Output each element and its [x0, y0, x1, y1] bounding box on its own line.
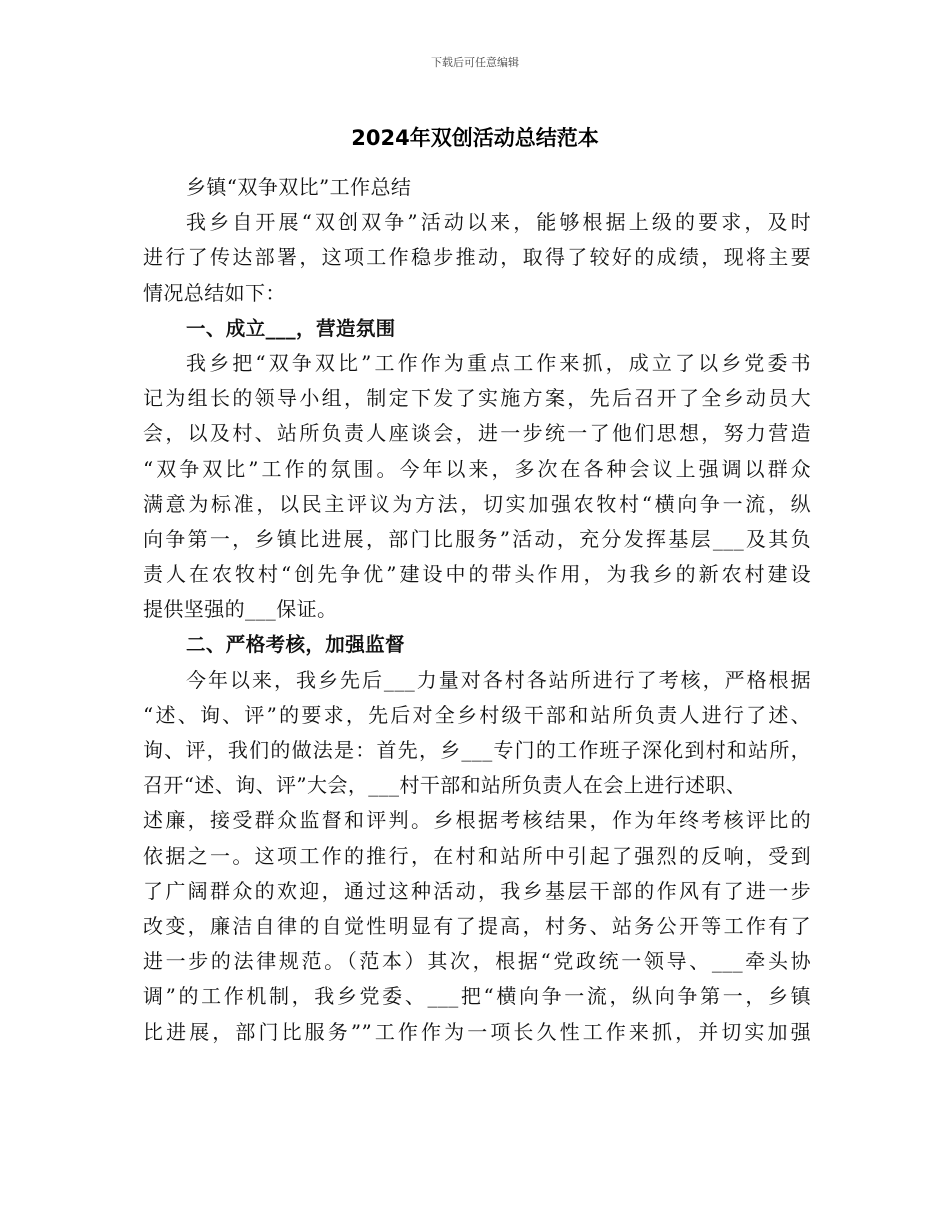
body-line: 责人在农牧村“创先争优”建设中的带头作用，为我乡的新农村建设 [143, 562, 811, 587]
document-body [143, 170, 811, 1050]
body-line: 依据之一。这项工作的推行，在村和站所中引起了强烈的反响，受到 [143, 843, 811, 868]
body-line: 询、评，我们的做法是：首先，乡___专门的工作班子深化到村和站所， [143, 738, 811, 762]
body-line: 我乡把“双争双比”工作作为重点工作来抓，成立了以乡党委书 [186, 350, 811, 375]
body-line: “述、询、评”的要求，先后对全乡村级干部和站所负责人进行了述、 [143, 702, 811, 727]
body-line: 调”的工作机制，我乡党委、___把“横向争一流，纵向争第一，乡镇 [143, 984, 811, 1009]
body-line: 记为组长的领导小组，制定下发了实施方案，先后召开了全乡动员大 [143, 386, 811, 411]
body-line: 会，以及村、站所负责人座谈会，进一步统一了他们思想，努力营造 [143, 421, 811, 446]
body-line: 比进展，部门比服务””工作作为一项长久性工作来抓，并切实加强 [143, 1019, 811, 1044]
body-line: 提供坚强的___保证。 [143, 597, 338, 622]
header-note: 下载后可任意编辑 [431, 56, 519, 69]
subtitle-line: 乡镇“双争双比”工作总结 [186, 175, 412, 199]
section-heading-2: 二、严格考核，加强监督 [186, 633, 405, 657]
body-line: 了广阔群众的欢迎，通过这种活动，我乡基层干部的作风有了进一步 [143, 878, 811, 903]
body-line: 我乡自开展“双创双争”活动以来，能够根据上级的要求，及时 [186, 210, 811, 235]
body-line: 情况总结如下： [143, 280, 286, 305]
body-line: 改变，廉洁自律的自觉性明显有了提高，村务、站务公开等工作有了 [143, 913, 811, 938]
body-line: 满意为标准，以民主评议为方法，切实加强农牧村“横向争一流，纵 [143, 491, 811, 516]
body-line: 进行了传达部署，这项工作稳步推动，取得了较好的成绩，现将主要 [143, 245, 811, 270]
body-line: “双争双比”工作的氛围。今年以来，多次在各种会议上强调以群众 [143, 456, 811, 481]
body-line: 述廉，接受群众监督和评判。乡根据考核结果，作为年终考核评比的 [143, 808, 811, 833]
body-line: 向争第一，乡镇比进展，部门比服务”活动，充分发挥基层___及其负 [143, 526, 811, 551]
body-line: 今年以来，我乡先后___力量对各村各站所进行了考核，严格根据 [186, 667, 811, 692]
body-line: 召开“述、询、评”大会，___村干部和站所负责人在会上进行述职、 [143, 773, 747, 798]
section-heading-1: 一、成立___，营造氛围 [186, 316, 396, 340]
document-title: 2024年双创活动总结范本 [351, 126, 599, 150]
body-line: 进一步的法律规范。（范本）其次，根据“党政统一领导、___牵头协 [143, 949, 811, 974]
